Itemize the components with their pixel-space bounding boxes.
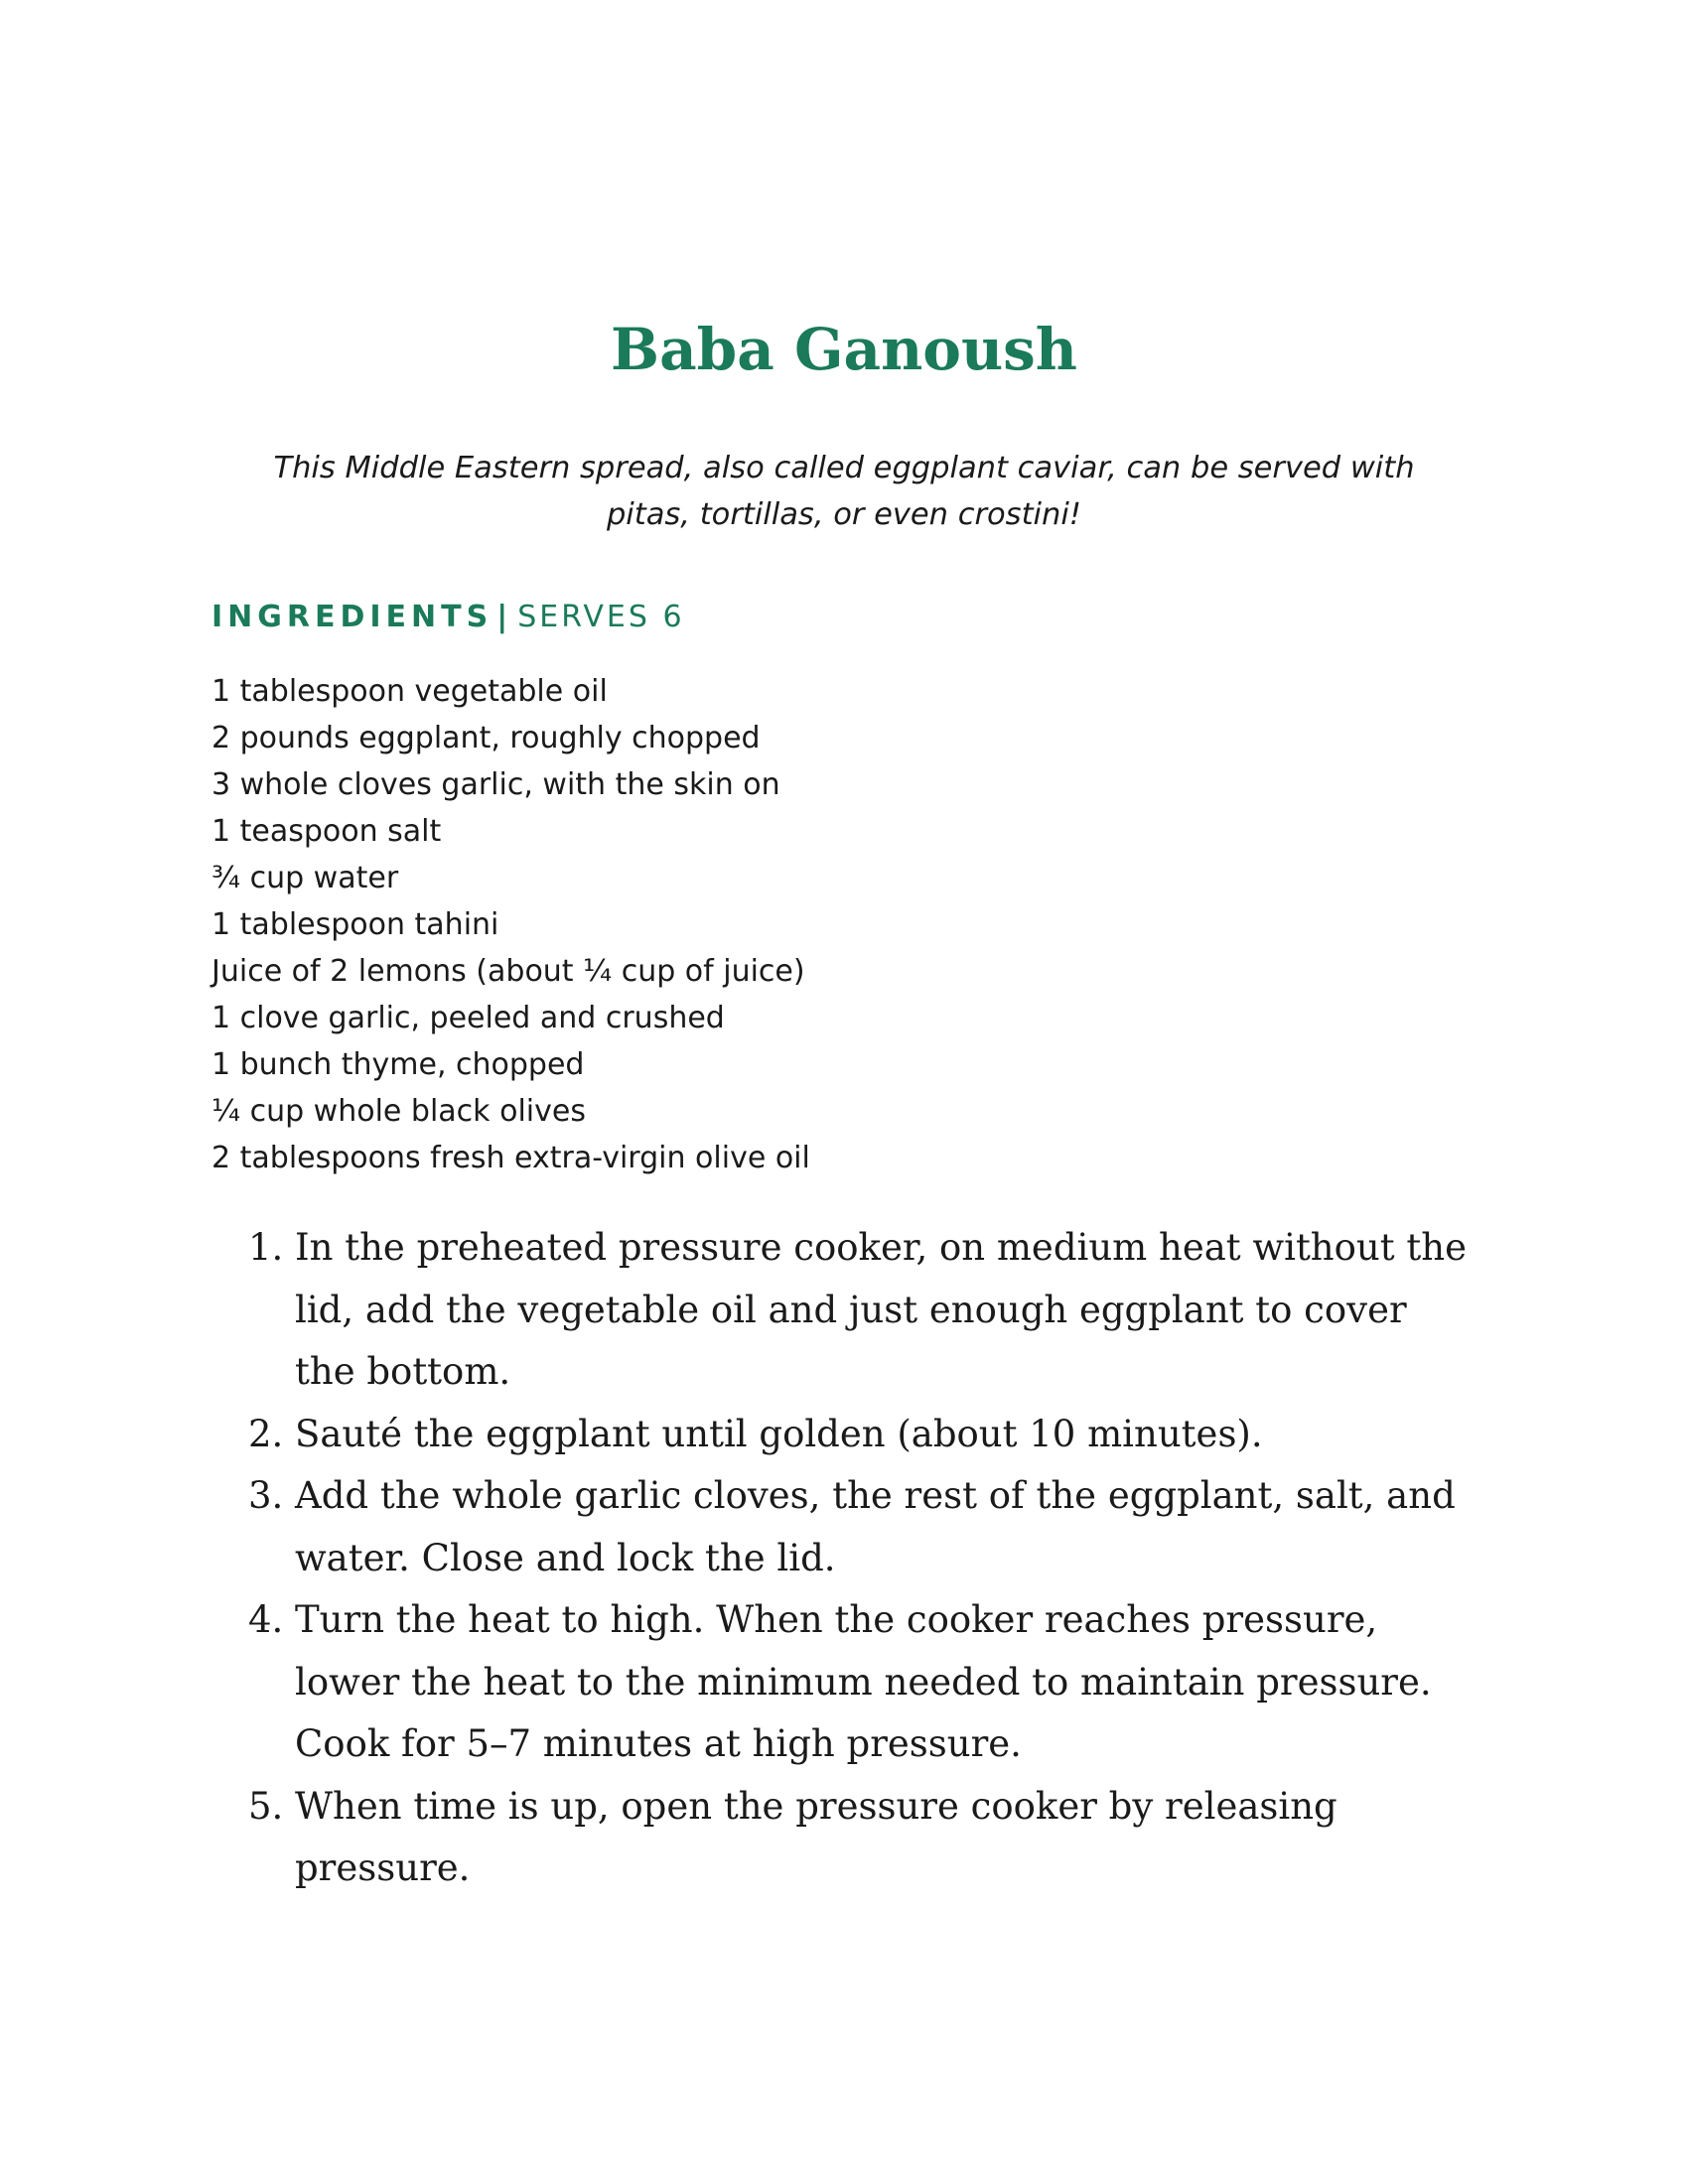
step-item bbox=[248, 1217, 1470, 1404]
step-number: 3. bbox=[248, 1474, 284, 1517]
ingredient-item: 1 clove garlic, peeled and crushed bbox=[211, 1001, 725, 1035]
header-separator: | bbox=[496, 600, 508, 634]
step-text: In the preheated pressure cooker, on medium heat without the lid, add the vegetable oil and just enough eggplant to cover the bottom. bbox=[295, 1226, 1467, 1393]
step-text: When time is up, open the pressure cooker by releasing pressure. bbox=[295, 1784, 1337, 1889]
ingredients-list bbox=[211, 668, 810, 1181]
step-text: Turn the heat to high. When the cooker reaches pressure, lower the heat to the minimum needed to maintain pressure. Cook for 5–7 minutes at high pressure. bbox=[295, 1598, 1432, 1765]
ingredient-item: 2 pounds eggplant, roughly chopped bbox=[211, 721, 761, 755]
step-number: 1. bbox=[248, 1226, 284, 1269]
step-item bbox=[248, 1776, 1470, 1900]
ingredient-item: 2 tablespoons fresh extra-virgin olive oil bbox=[211, 1141, 810, 1175]
ingredient-item: ³⁄₄ cup water bbox=[211, 861, 399, 895]
step-number: 2. bbox=[248, 1412, 284, 1455]
step-item bbox=[248, 1589, 1470, 1776]
ingredient-item: ¹⁄₄ cup whole black olives bbox=[211, 1094, 586, 1129]
ingredient-item: 1 tablespoon vegetable oil bbox=[211, 674, 608, 709]
step-number: 5. bbox=[248, 1784, 284, 1828]
step-text: Add the whole garlic cloves, the rest of the eggplant, salt, and water. Close and lock the lid. bbox=[295, 1474, 1456, 1579]
ingredient-item: Juice of 2 lemons (about ¹⁄₄ cup of juice) bbox=[211, 954, 805, 989]
recipe-title: Baba Ganoush bbox=[611, 316, 1077, 383]
ingredient-item: 3 whole cloves garlic, with the skin on bbox=[211, 767, 780, 802]
step-item bbox=[248, 1465, 1470, 1589]
ingredients-label: INGREDIENTS bbox=[211, 600, 493, 634]
steps-list bbox=[248, 1217, 1470, 1900]
serves-label: SERVES 6 bbox=[517, 600, 685, 634]
recipe-intro: This Middle Eastern spread, also called eggplant caviar, can be served with pitas, tortillas, or even crostini! bbox=[273, 451, 1415, 532]
step-text: Sauté the eggplant until golden (about 10 minutes). bbox=[295, 1412, 1263, 1455]
step-number: 4. bbox=[248, 1598, 284, 1641]
ingredients-header bbox=[211, 596, 685, 639]
ingredient-item: 1 tablespoon tahini bbox=[211, 907, 499, 942]
step-item bbox=[248, 1404, 1470, 1466]
ingredient-item: 1 teaspoon salt bbox=[211, 814, 442, 849]
ingredient-item: 1 bunch thyme, chopped bbox=[211, 1047, 585, 1082]
